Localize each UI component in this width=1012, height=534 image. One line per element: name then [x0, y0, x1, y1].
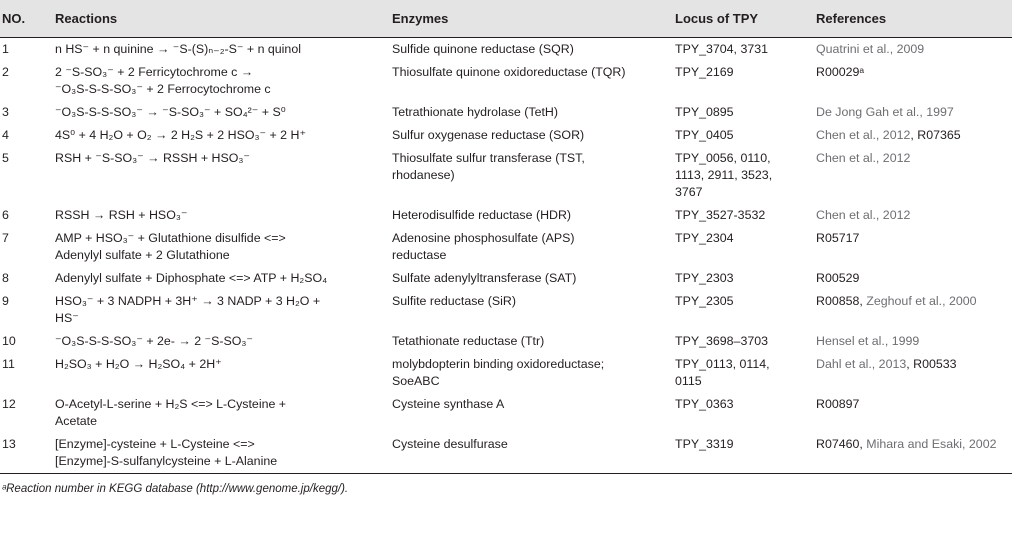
table-row [0, 38, 1012, 62]
enzyme-cell: Adenosine phosphosulfate (APS) reductase [392, 231, 575, 262]
locus-cell: TPY_3704, 3731 [675, 42, 769, 56]
locus-cell: TPY_3319 [673, 433, 814, 474]
row-number: 7 [2, 231, 9, 245]
reference-link[interactable]: Mihara and Esaki, 2002 [866, 437, 997, 451]
table-row [0, 393, 1012, 433]
enzyme-cell: Sulfite reductase (SiR) [392, 294, 516, 308]
header-locus: Locus of TPY [673, 0, 814, 38]
row-number: 4 [2, 128, 9, 142]
enzyme-cell: Thiosulfate quinone oxidoreductase (TQR) [392, 65, 626, 79]
reaction-cell: ⁻O₃S-S-S-SO₃⁻ + 2e- → 2 ⁻S-SO₃⁻ [55, 334, 253, 348]
row-number: 3 [2, 105, 9, 119]
locus-cell: TPY_2169 [675, 65, 734, 79]
header-enzymes: Enzymes [390, 0, 673, 38]
enzyme-cell: Tetathionate reductase (Ttr) [392, 334, 545, 348]
reaction-cell: 2 ⁻S-SO₃⁻ + 2 Ferricytochrome c → ⁻O₃S-S-S-SO₃⁻ + 2 Ferrocytochrome c [55, 65, 271, 96]
table-footnote: ᵃReaction number in KEGG database (http://www.genome.jp/kegg/). [2, 483, 349, 495]
references-cell [814, 393, 1012, 433]
header-no: NO. [0, 0, 53, 38]
enzyme-cell: Sulfur oxygenase reductase (SOR) [392, 128, 585, 142]
table-row [0, 290, 1012, 330]
table-body [0, 38, 1012, 474]
row-number: 1 [2, 42, 9, 56]
references-cell [814, 227, 1012, 267]
locus-cell: TPY_0405 [675, 128, 734, 142]
locus-cell: TPY_2305 [675, 294, 734, 308]
row-number: 11 [2, 357, 15, 371]
row-number: 13 [0, 433, 53, 474]
enzyme-cell: Heterodisulfide reductase (HDR) [392, 208, 572, 222]
table-row [0, 101, 1012, 124]
table-row [0, 353, 1012, 393]
row-number: 6 [2, 208, 9, 222]
reference-text: R07460, [816, 437, 867, 451]
reference-text: R05717 [816, 231, 860, 245]
enzyme-cell: Sulfate adenylyltransferase (SAT) [392, 271, 577, 285]
header-references: References [814, 0, 1012, 38]
reference-link[interactable]: Quatrini et al., 2009 [816, 42, 925, 56]
enzyme-cell: Tetrathionate hydrolase (TetH) [392, 105, 558, 119]
locus-cell: TPY_0363 [675, 397, 734, 411]
reaction-cell: RSH + ⁻S-SO₃⁻ → RSSH + HSO₃⁻ [55, 151, 250, 165]
locus-cell: TPY_0113, 0114, 0115 [675, 357, 770, 388]
locus-cell: TPY_2304 [675, 231, 734, 245]
reference-text: R00858, [816, 294, 867, 308]
locus-cell: TPY_2303 [675, 271, 734, 285]
references-cell [814, 290, 1012, 330]
references-cell [814, 147, 1012, 204]
header-row [0, 0, 1012, 38]
reaction-cell: RSSH → RSH + HSO₃⁻ [55, 208, 188, 222]
locus-cell: TPY_3698–3703 [675, 334, 769, 348]
table-row [0, 61, 1012, 101]
references-cell [814, 330, 1012, 353]
row-number: 5 [2, 151, 9, 165]
references-cell [814, 101, 1012, 124]
row-number: 10 [2, 334, 16, 348]
table-row [0, 147, 1012, 204]
reaction-cell: AMP + HSO₃⁻ + Glutathione disulfide <=> Adenylyl sulfate + 2 Glutathione [55, 231, 286, 262]
locus-cell: TPY_0895 [675, 105, 734, 119]
table-row [0, 124, 1012, 147]
locus-cell: TPY_0056, 0110, 1113, 2911, 3523, 3767 [675, 151, 773, 199]
row-number: 9 [2, 294, 9, 308]
enzyme-cell: Cysteine desulfurase [390, 433, 673, 474]
references-cell [814, 124, 1012, 147]
reference-link[interactable]: Zeghouf et al., 2000 [866, 294, 977, 308]
table-row [0, 267, 1012, 290]
references-cell [814, 433, 1012, 474]
reaction-cell: 4S⁰ + 4 H₂O + O₂ → 2 H₂S + 2 HSO₃⁻ + 2 H⁺ [55, 128, 307, 142]
references-cell [814, 204, 1012, 227]
reaction-cell: [Enzyme]-cysteine + L-Cysteine <=> [Enzyme]-S-sulfanylcysteine + L-Alanine [53, 433, 390, 474]
reaction-cell: HSO₃⁻ + 3 NADPH + 3H⁺ → 3 NADP + 3 H₂O + HS⁻ [55, 294, 321, 325]
enzyme-cell: molybdopterin binding oxidoreductase; SoeABC [392, 357, 605, 388]
table-row [0, 227, 1012, 267]
row-number: 12 [2, 397, 16, 411]
table-row [0, 204, 1012, 227]
enzyme-cell: Sulfide quinone reductase (SQR) [392, 42, 574, 56]
reference-text: R00897 [816, 397, 860, 411]
reaction-cell: ⁻O₃S-S-S-SO₃⁻ → ⁻S-SO₃⁻ + SO₄²⁻ + S⁰ [55, 105, 286, 119]
row-number: 2 [2, 65, 9, 79]
reference-link[interactable]: Chen et al., 2012 [816, 128, 911, 142]
enzyme-cell: Cysteine synthase A [392, 397, 505, 411]
references-cell [814, 38, 1012, 62]
reference-link[interactable]: Chen et al., 2012 [816, 151, 911, 165]
reference-text: , R07365 [910, 128, 961, 142]
reference-text: , R00533 [906, 357, 957, 371]
reference-text: R00029ᵃ [816, 65, 865, 79]
table-header [0, 0, 1012, 38]
reference-link[interactable]: Chen et al., 2012 [816, 208, 911, 222]
table-row [0, 330, 1012, 353]
reference-link[interactable]: Dahl et al., 2013 [816, 357, 907, 371]
locus-cell: TPY_3527-3532 [675, 208, 766, 222]
row-number: 8 [2, 271, 9, 285]
reaction-cell: O-Acetyl-L-serine + H₂S <=> L-Cysteine + Acetate [55, 397, 287, 428]
table-row [0, 433, 1012, 474]
references-cell [814, 61, 1012, 101]
reaction-cell: H₂SO₃ + H₂O → H₂SO₄ + 2H⁺ [55, 357, 222, 371]
enzyme-cell: Thiosulfate sulfur transferase (TST, rhodanese) [392, 151, 585, 182]
reaction-cell: n HS⁻ + n quinine → ⁻S-(S)ₙ₋₂-S⁻ + n quinol [55, 42, 301, 56]
references-cell [814, 267, 1012, 290]
reaction-cell: Adenylyl sulfate + Diphosphate <=> ATP + H₂SO₄ [55, 271, 328, 285]
reference-link[interactable]: De Jong Gah et al., 1997 [816, 105, 954, 119]
reference-link[interactable]: Hensel et al., 1999 [816, 334, 920, 348]
header-reactions: Reactions [53, 0, 390, 38]
references-cell [814, 353, 1012, 393]
reference-text: R00529 [816, 271, 860, 285]
